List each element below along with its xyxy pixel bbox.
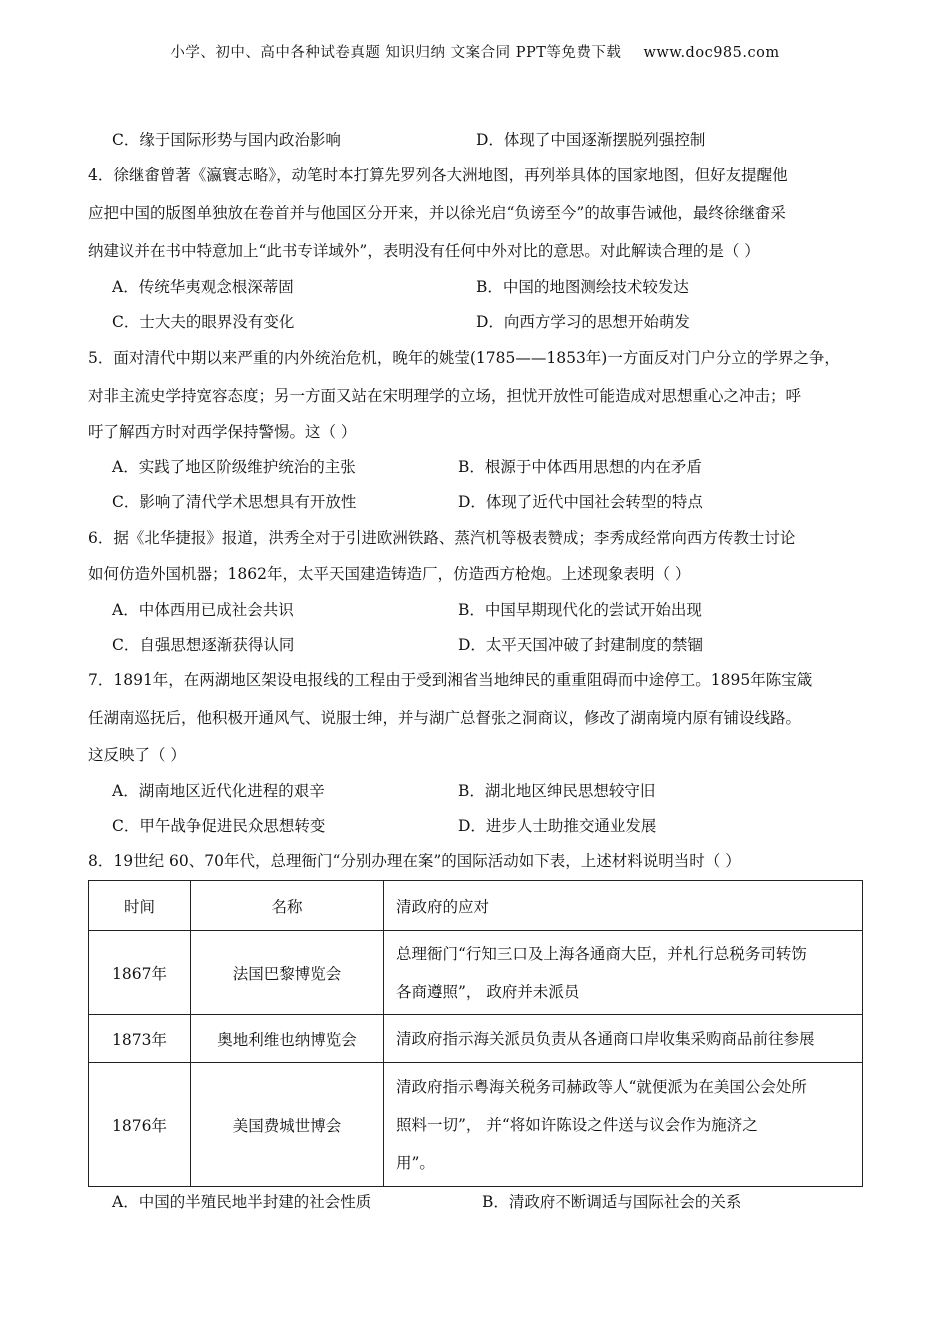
- q4-stem-line-2: 应把中国的版图单独放在卷首并与他国区分开来，并以徐光启“负谤至今”的故事告诫他，最终徐继畬采: [88, 204, 786, 222]
- q5-option-d: D．体现了近代中国社会转型的特点: [458, 493, 703, 511]
- q6-option-c: C．自强思想逐渐获得认同: [112, 636, 295, 654]
- q5-option-a: A．实践了地区阶级维护统治的主张: [112, 458, 356, 476]
- q4-option-b: B．中国的地图测绘技术较发达: [476, 278, 689, 296]
- q6-option-b: B．中国早期现代化的尝试开始出现: [458, 601, 702, 619]
- q5-option-c: C．影响了清代学术思想具有开放性: [112, 493, 357, 511]
- q4-option-a: A．传统华夷观念根深蒂固: [112, 278, 294, 296]
- q8-table: [88, 880, 863, 1187]
- table-cell-name: 法国巴黎博览会: [191, 931, 384, 1015]
- q4-option-d: D．向西方学习的思想开始萌发: [476, 313, 690, 331]
- table-header-row: [89, 881, 863, 931]
- q6-stem-line-2: 如何仿造外国机器；1862年，太平天国建造铸造厂，仿造西方枪炮。上述现象表明（ ）: [88, 565, 691, 583]
- q7-stem-line-2: 任湖南巡抚后，他积极开通风气、说服士绅，并与湖广总督张之洞商议，修改了湖南境内原有铺设线路。: [88, 709, 802, 727]
- q7-stem-line-3: 这反映了（ ）: [88, 746, 186, 764]
- page-header: [0, 41, 950, 62]
- table-cell-name: 美国费城世博会: [191, 1063, 384, 1187]
- q5-stem-line-1: 5．面对清代中期以来严重的内外统治危机，晚年的姚莹(1785——1853年)一方面反对门户分立的学界之争，: [88, 349, 840, 367]
- header-site-link[interactable]: www.doc985.com: [643, 45, 780, 61]
- response-line: 照料一切”， 并“将如许陈设之件送与议会作为施济之: [396, 1115, 758, 1134]
- q5-stem-line-3: 吁了解西方时对西学保持警惕。这（ ）: [88, 423, 357, 441]
- q7-option-c: C．甲午战争促进民众思想转变: [112, 817, 326, 835]
- q4-stem-line-3: 纳建议并在书中特意加上“此书专详域外”，表明没有任何中外对比的意思。对此解读合理的是（ ）: [88, 242, 760, 260]
- table-cell-response: [384, 1063, 863, 1187]
- q4-option-c: C．士大夫的眼界没有变化: [112, 313, 295, 331]
- table-cell-time: 1873年: [89, 1015, 191, 1063]
- table-cell-name: 奥地利维也纳博览会: [191, 1015, 384, 1063]
- q8-option-a: A．中国的半殖民地半封建的社会性质: [112, 1193, 372, 1211]
- q8-stem: 8．19世纪 60、70年代，总理衙门“分别办理在案”的国际活动如下表，上述材料说明当时（ ）: [88, 852, 741, 870]
- response-line: 总理衙门“行知三口及上海各通商大臣，并札行总税务司转饬: [396, 944, 807, 963]
- table-cell-response: [384, 1015, 863, 1063]
- q6-option-a: A．中体西用已成社会共识: [112, 601, 294, 619]
- table-row: [89, 931, 863, 1015]
- q7-option-b: B．湖北地区绅民思想较守旧: [458, 782, 656, 800]
- q6-option-d: D．太平天国冲破了封建制度的禁锢: [458, 636, 703, 654]
- table-header-response: 清政府的应对: [384, 881, 863, 931]
- response-line: 清政府指示粤海关税务司赫政等人“就便派为在美国公会处所: [396, 1077, 807, 1096]
- table-cell-time: 1867年: [89, 931, 191, 1015]
- q7-option-d: D．进步人士助推交通业发展: [458, 817, 657, 835]
- q7-option-a: A．湖南地区近代化进程的艰辛: [112, 782, 325, 800]
- header-text: 小学、初中、高中各种试卷真题 知识归纳 文案合同 PPT等免费下载: [170, 45, 622, 61]
- q4-stem-line-1: 4．徐继畬曾著《瀛寰志略》，动笔时本打算先罗列各大洲地图，再列举具体的国家地图，但好友提醒他: [88, 166, 788, 184]
- response-line: 清政府指示海关派员负责从各通商口岸收集采购商品前往参展: [396, 1029, 815, 1048]
- table-row: [89, 1015, 863, 1063]
- q8-option-b: B．清政府不断调适与国际社会的关系: [482, 1193, 742, 1211]
- table-row: [89, 1063, 863, 1187]
- table-header-name: 名称: [191, 881, 384, 931]
- q5-option-b: B．根源于中体西用思想的内在矛盾: [458, 458, 702, 476]
- q5-stem-line-2: 对非主流史学持宽容态度；另一方面又站在宋明理学的立场，担忧开放性可能造成对思想重心之冲击；呼: [88, 387, 802, 405]
- response-line: 各商遵照”， 政府并未派员: [396, 982, 580, 1001]
- table-cell-response: [384, 931, 863, 1015]
- q7-stem-line-1: 7．1891年，在两湖地区架设电报线的工程由于受到湘省当地绅民的重重阻碍而中途停工。1895年陈宝箴: [88, 671, 813, 689]
- q3-option-d: D．体现了中国逐渐摆脱列强控制: [476, 131, 706, 149]
- table-cell-time: 1876年: [89, 1063, 191, 1187]
- q3-option-c: C．缘于国际形势与国内政治影响: [112, 131, 341, 149]
- q6-stem-line-1: 6．据《北华捷报》报道，洪秀全对于引进欧洲铁路、蒸汽机等极表赞成；李秀成经常向西方传教士讨论: [88, 529, 796, 547]
- response-line: 用”。: [396, 1153, 435, 1172]
- table-header-time: 时间: [89, 881, 191, 931]
